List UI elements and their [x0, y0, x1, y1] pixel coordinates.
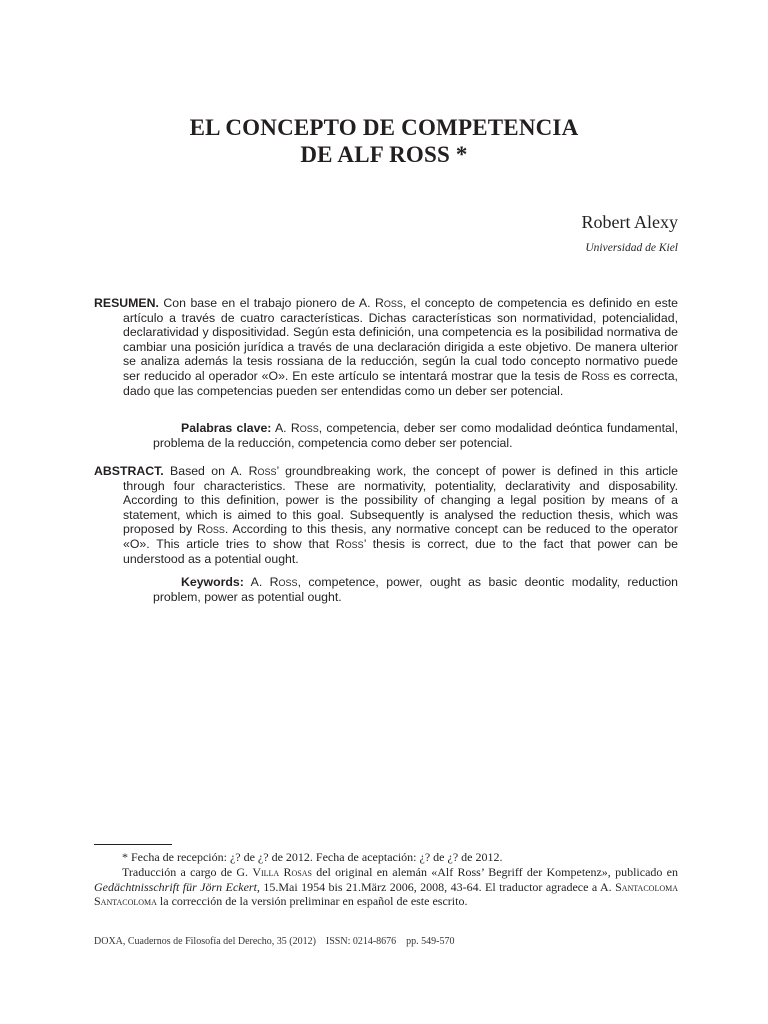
abstract-paragraph: ABSTRACT. Based on A. Ross’ groundbreaking work, the concept of power is defined in this article through four characteristics. These are normativity, potentiality, declarativity and disposability. According to this definition, power is the possibility of changing a legal position by means of a statement, which is aimed to this goal. Subsequently is analysed the reduction thesis, which was proposed by Ross. According to this thesis, any normative concept can be reduced to the operator «O». This article tries to show that Ross’ thesis is correct, due to the fact that power can be understood as a potential ought.: [94, 464, 679, 566]
footnotes: [94, 850, 678, 909]
title-line-2: DE ALF ROSS *: [300, 142, 468, 167]
author-affiliation: Universidad de Kiel: [585, 242, 678, 254]
footnote-separator: [94, 844, 172, 845]
abstract-label: ABSTRACT.: [94, 464, 164, 478]
footnote-translation: Traducción a cargo de G. Villa Rosas del original en alemán «Alf Ross’ Begriff der Kompetenz», publicado en Gedächtnisschrift für Jörn Eckert, 15.Mai 1954 bis 21.März 2006, 2008, 43-64. El traductor agradece a A. Santacoloma Santacoloma la corrección de la versión preliminar en español de este escrito.: [94, 864, 678, 909]
author-name: Robert Alexy: [581, 212, 678, 232]
palabras-clave-label: Palabras clave:: [181, 421, 272, 435]
resumen-label: RESUMEN.: [94, 296, 159, 310]
journal-citation: DOXA, Cuadernos de Filosofía del Derecho, 35 (2012) ISSN: 0214-8676 pp. 549-570: [94, 936, 455, 947]
keywords-paragraph: Keywords: A. Ross, competence, power, ought as basic deontic modality, reduction problem, power as potential ought.: [153, 575, 678, 604]
palabras-clave-paragraph: Palabras clave: A. Ross, competencia, deber ser como modalidad deóntica fundamental, problema de la reducción, competencia como deber ser potencial.: [153, 421, 679, 450]
resumen-paragraph: RESUMEN. Con base en el trabajo pionero de A. Ross, el concepto de competencia es definido en este artículo a través de cuatro características. Dichas características son normatividad, potencialidad, declaratividad y dispositividad. Según esta definición, una competencia es la posibilidad normativa de cambiar una posición jurídica a través de una declaración dirigida a este objetivo. De manera ulterior se analiza además la tesis rossiana de la reducción, según la cual todo concepto normativo puede ser reducido al operador «O». En este artículo se intentará mostrar que la tesis de Ross es correcta, dado que las competencias pueden ser entendidas como un deber ser potencial.: [94, 296, 678, 398]
keywords-label: Keywords:: [181, 575, 244, 589]
title-line-1: EL CONCEPTO DE COMPETENCIA: [189, 115, 579, 140]
article-title: [0, 114, 768, 168]
footnote-dates: * Fecha de recepción: ¿? de ¿? de 2012. Fecha de aceptación: ¿? de ¿? de 2012.: [122, 850, 503, 864]
